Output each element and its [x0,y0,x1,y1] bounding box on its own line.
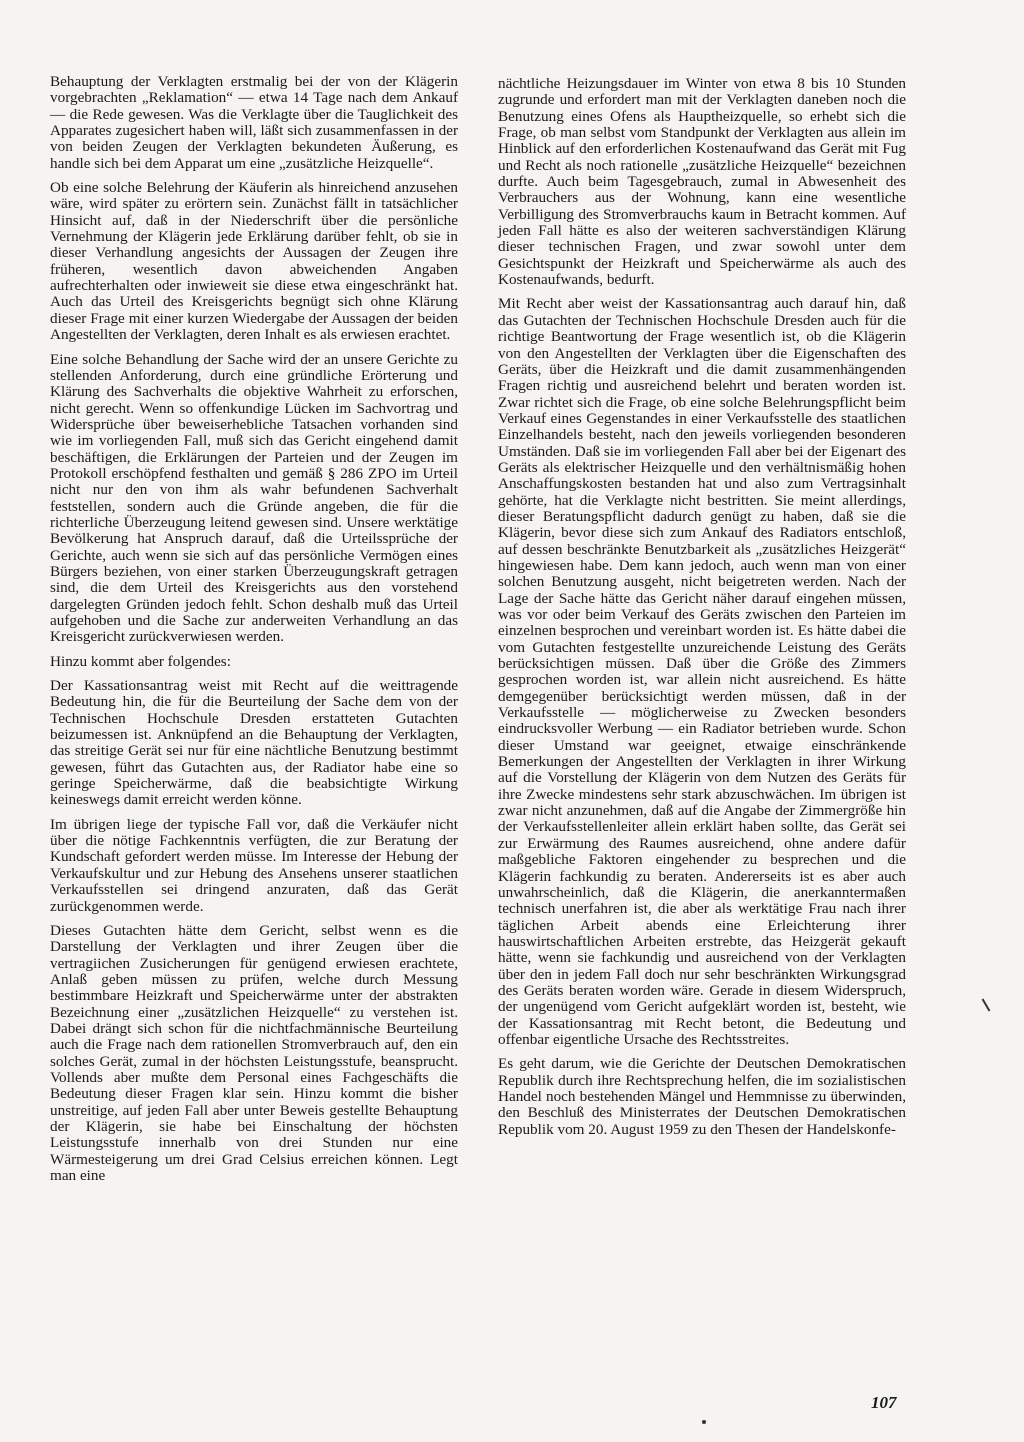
paragraph: Eine solche Behandlung der Sache wird der an unsere Gerichte zu stellenden Anforderung, durch eine gründliche Erörterung und Klärung des Sachverhalts die objektive Wahrheit zu erforschen, nicht gerecht. Wenn so offenkundige Lücken im Sachvortrag und Widersprüche über beweiserhebliche Tatsachen vorhanden sind wie im vorliegenden Fall, muß sich das Gericht eingehend damit beschäftigen, die Erklärungen der Parteien und der Zeugen im Protokoll erschöpfend festhalten und gemäß § 286 ZPO im Urteil nicht nur den von ihm als wahr befundenen Sachverhalt feststellen, sondern auch die Gründe angeben, die für die richterliche Überzeugung leitend gewesen sind. Unsere werktätige Bevölkerung hat Anspruch darauf, daß die Urteilssprüche der Gerichte, auch wenn sie sich auf das persönliche Vermögen eines Bürgers beziehen, von einer starken Überzeugungskraft getragen sind, die dem Urteil des Kreisgerichts aus den vorstehend dargelegten Gründen jedoch fehlt. Schon deshalb muß das Urteil aufgehoben und die Sache zur anderweiten Verhandlung an das Kreisgericht zurückverwiesen werden. [50,350,458,646]
paragraph: Mit Recht aber weist der Kassationsantrag auch darauf hin, daß das Gutachten der Technischen Hochschule Dresden auch für die richtige Beantwortung der Frage wesentlich ist, ob die Klägerin von den Angestellten der Verklagten über die Eigenschaften des Geräts, über die Heizkraft und die damit zusammenhängenden Fragen richtig und ausreichend belehrt und beraten worden ist. Zwar richtet sich die Frage, ob eine solche Belehrungspflicht beim Verkauf eines Gegenstandes in einer Verkaufsstelle des staatlichen Einzelhandels besteht, nach den jeweils vorliegenden besonderen Umständen. Daß sie im vorliegenden Fall aber bei der Eigenart des Geräts als elektrischer Heizquelle und den verhältnismäßig hohen Anschaffungskosten bestanden hat und also zum Vertragsinhalt gehörte, hat die Verklagte nicht bestritten. Sie meint allerdings, dieser Beratungspflicht dadurch genügt zu haben, daß sie die Klägerin, bevor diese sich zum Ankauf des Radiators entschloß, auf dessen beschränkte Benutzbarkeit als „zusätzliches Heizgerät“ hingewiesen habe. Dem kann jedoch, auch wenn man von einer solchen Benutzung ausgeht, nicht beigetreten werden. Nach der Lage der Sache hätte das Gericht näher darauf eingehen müssen, was vor oder beim Verkauf des Geräts zwischen den Parteien im einzelnen besprochen und vereinbart worden ist. Es hätte dabei die vom Gutachten festgestellte unzureichende Leistung des Geräts berücksichtigen müssen. Daß über die Größe des Zimmers gesprochen worden ist, war allein nicht ausreichend. Es hätte demgegenüber berücksichtigt werden müssen, daß in der Verkaufsstelle — möglicherweise zu Zwecken besonders eindrucksvoller Werbung — ein Radiator betrieben wurde. Schon dieser Umstand war geeignet, etwaige einschränkende Bemerkungen der Angestellten der Verklagten in ihrer Wirkung auf die Vorstellung der Klägerin von dem Nutzen des Geräts für ihre Zwecke mindestens sehr stark abzuschwächen. Im übrigen ist zwar nicht anzunehmen, daß auf die Angabe der Zimmergröße hin der Verkaufsstellenleiter allein erklärt haben sollte, das Gerät sei zur Erwärmung des Raumes ausreichend, ohne andere dafür maßgebliche Faktoren eingehender zu besprechen und die Klägerin fachkundig zu beraten. Andererseits ist es aber auch unwahrscheinlich, daß die Klägerin, die anerkanntermaßen technisch unerfahren ist, die aber als werktätige Frau nach ihrer täglichen Arbeit abends eine Erleichterung ihrer hauswirtschaftlichen Arbeiten erstrebte, das Heizgerät gekauft hätte, wenn sie fachkundig und ausreichend von der Verklagten über den in jedem Fall doch nur sehr beschränkten Wirkungsgrad des Geräts beraten worden wäre. Gerade in diesem Widerspruch, der ungenügend vom Gericht aufgeklärt worden ist, besteht, wie der Kassationsantrag mit Recht betont, die Bedeutung und offenbar eigentliche Ursache des Rechtsstreites. [498,295,906,1048]
left-column [50,74,458,1192]
paragraph: Im übrigen liege der typische Fall vor, daß die Verkäufer nicht über die nötige Fachkenntnis verfügten, die zur Beratung der Kundschaft gefordert werden müsse. Im Interesse der Hebung der Verkaufskultur und zur Hebung des Ansehens unserer staatlichen Verkaufsstellen sei dringend anzuraten, daß das Gerät zurückgenommen werde. [50,815,458,915]
paragraph: Dieses Gutachten hätte dem Gericht, selbst wenn es die Darstellung der Verklagten und ihrer Zeugen über die vertragiichen Zusicherungen für genügend erwiesen erachtete, Anlaß geben müssen zu prüfen, welche durch Messung bestimmbare Heizkraft und Speicherwärme unter der abstrakten Bezeichnung einer „zusätzlichen Heizquelle“ zu verstehen ist. Dabei drängt sich schon für die nichtfachmännische Beurteilung auch die Frage nach dem rationellen Stromverbrauch auf, den ein solches Gerät, zumal in der höchsten Leistungsstufe, beansprucht. Vollends aber mußte dem Personal eines Fachgeschäfts die Bedeutung dieser Fragen klar sein. Hinzu kommt die bisher unstreitige, auf jeden Fall aber unter Beweis gestellte Behauptung der Klägerin, sie habe bei Einschaltung der höchsten Leistungsstufe innerhalb von drei Stunden nur eine Wärmesteigerung um drei Grad Celsius erreichen können. Legt man eine [50,921,458,1184]
page-number: 107 [871,1393,897,1412]
paragraph: Der Kassationsantrag weist mit Recht auf die weittragende Bedeutung hin, die für die Beurteilung der Sache dem von der Technischen Hochschule Dresden erstatteten Gutachten beizumessen ist. Anknüpfend an die Behauptung der Verklagten, das streitige Gerät sei nur für eine nächtliche Benutzung bestimmt gewesen, führt das Gutachten aus, der Radiator habe eine so geringe Speicherwärme, daß die beabsichtigte Wirkung keineswegs damit erreicht werden könne. [50,677,458,809]
paragraph: Ob eine solche Belehrung der Käuferin als hinreichend anzusehen wäre, wird später zu erörtern sein. Zunächst fällt in tatsächlicher Hinsicht auf, daß in der Niederschrift über die persönliche Vernehmung der Klägerin jede Erklärung darüber fehlt, ob sie in dieser Verhandlung angesichts der Aussagen der Zeugen ihre früheren, wesentlich davon abweichenden Angaben aufrechterhalten oder inwieweit sie diese etwa eingeschränkt hat. Auch das Urteil des Kreisgerichts begnügt sich ohne Klärung dieser Frage mit einer kurzen Wiedergabe der Aussagen der beiden Angestellten der Verklagten, deren Inhalt es als erwiesen erachtet. [50,179,458,344]
paragraph: nächtliche Heizungsdauer im Winter von etwa 8 bis 10 Stunden zugrunde und erfordert man mit der Verklagten daneben noch die Benutzung eines Ofens als Hauptheizquelle, so erhebt sich die Frage, ob man selbst vom Standpunkt der Verklagten aus allein im Hinblick auf den erforderlichen Kostenaufwand das Gerät mit Fug und Recht als noch rationelle „zusätzliche Heizquelle“ bezeichnen durfte. Auch beim Tagesgebrauch, zumal in Abwesenheit des Verbrauchers aus der Wohnung, kann eine wesentliche Verbilligung des Stromverbrauchs kaum in Betracht kommen. Auf jeden Fall hätte es also der weiteren sachverständigen Klärung dieser technischen Fragen, und zwar sowohl unter dem Gesichtspunkt der Heizkraft und Speicherwärme als auch des Kostenaufwands, bedurft. [498,75,906,289]
paragraph: Hinzu kommt aber folgendes: [50,652,231,670]
scan-dot [702,1420,706,1424]
right-column [498,76,906,1146]
paragraph: Behauptung der Verklagten erstmalig bei der von der Klägerin vorgebrachten „Reklamation“ — etwa 14 Tage nach dem Ankauf — die Rede gewesen. Was die Verklagte über die Tauglichkeit des Apparates zugesichert haben will, läßt sich zusammenfassen in der von beiden Zeugen der Verklagten bekundeten Äußerung, es handle sich bei dem Apparat um eine „zusätzliche Heizquelle“. [50,73,458,172]
paragraph: Es geht darum, wie die Gerichte der Deutschen Demokratischen Republik durch ihre Rechtsprechung helfen, die im sozialistischen Handel noch bestehenden Mängel und Hemmnisse zu überwinden, den Beschluß des Ministerrates der Deutschen Demokratischen Republik vom 20. August 1959 zu den Thesen der Handelskonfe- [498,1055,906,1138]
scan-mark [982,998,991,1011]
